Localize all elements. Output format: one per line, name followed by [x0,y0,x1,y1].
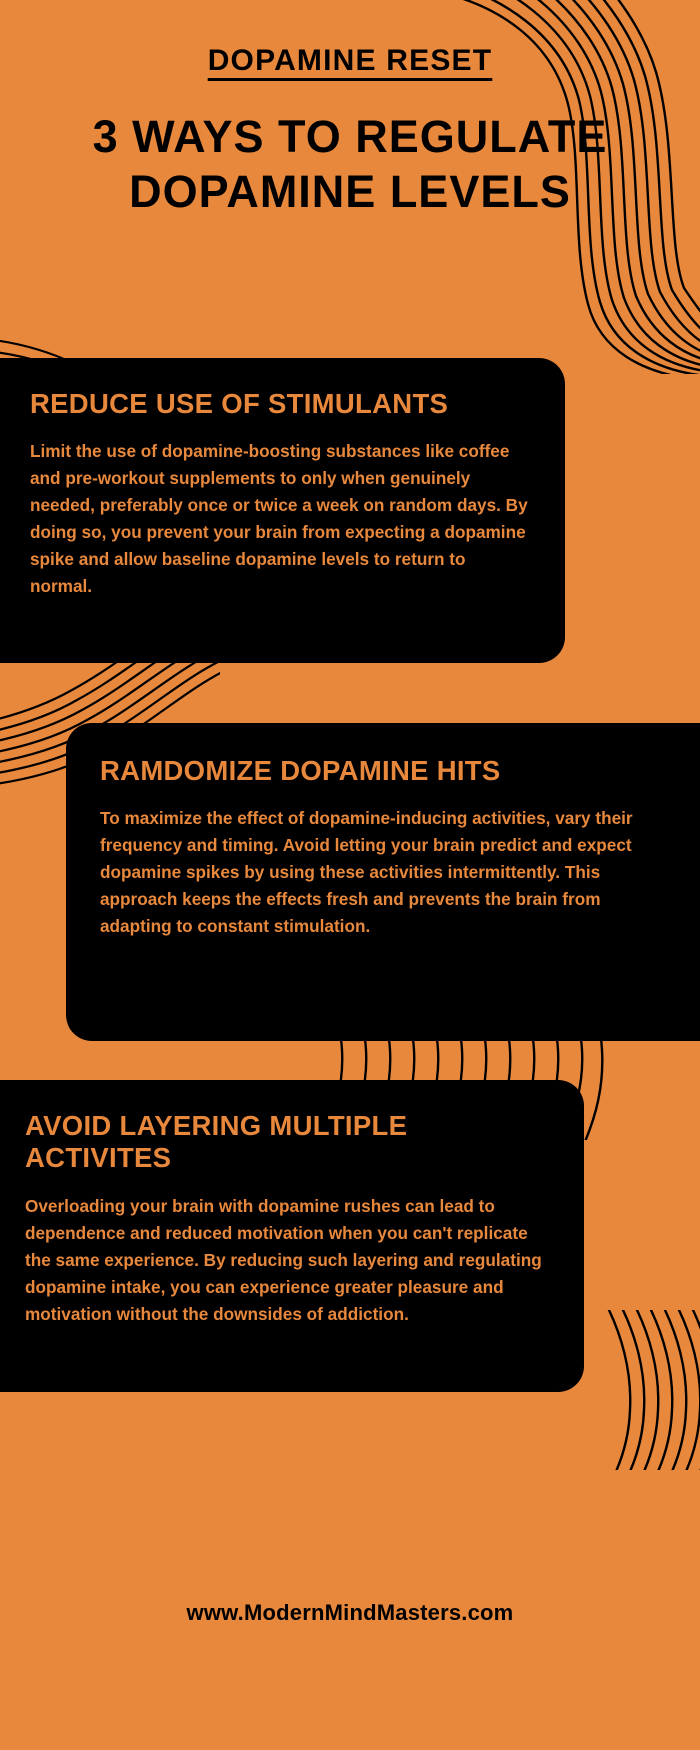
tip-card-1-title: REDUCE USE OF STIMULANTS [30,388,449,419]
eyebrow-title: DOPAMINE RESET [207,44,493,77]
poster-footer [0,1600,700,1626]
tip-card-2-title: RAMDOMIZE DOPAMINE HITS [100,755,501,786]
poster-header [0,0,700,220]
tip-card-1-body: Limit the use of dopamine-boosting substances like coffee and pre-workout supplements to only when genuinely needed, preferably once or twice a week on random days. By doing so, you prevent your brain from expecting a dopamine spike and allow baseline dopamine levels to return to normal. [30,441,528,597]
tip-card-3 [0,1080,584,1392]
tip-card-2 [66,723,700,1041]
diagonal-lines-decoration-card3 [600,1310,700,1470]
tip-card-2-body: To maximize the effect of dopamine-inducing activities, vary their frequency and timing. Avoid letting your brain predict and expect dopamine spikes by using these activities intermittently. This approach keeps the effects fresh and prevents the brain from adapting to constant stimulation. [100,808,633,937]
page-title: 3 WAYS TO REGULATE DOPAMINE LEVELS [92,111,608,218]
tip-card-3-body: Overloading your brain with dopamine rushes can lead to dependence and reduced motivation when you can't replicate the same experience. By reducing such layering and regulating dopamine intake, you can experience greater pleasure and motivation without the downsides of addiction. [25,1195,542,1324]
tip-card-1 [0,358,565,663]
tip-card-3-title: AVOID LAYERING MULTIPLE ACTIVITES [25,1110,408,1174]
website-url[interactable]: www.ModernMindMasters.com [186,1600,514,1625]
